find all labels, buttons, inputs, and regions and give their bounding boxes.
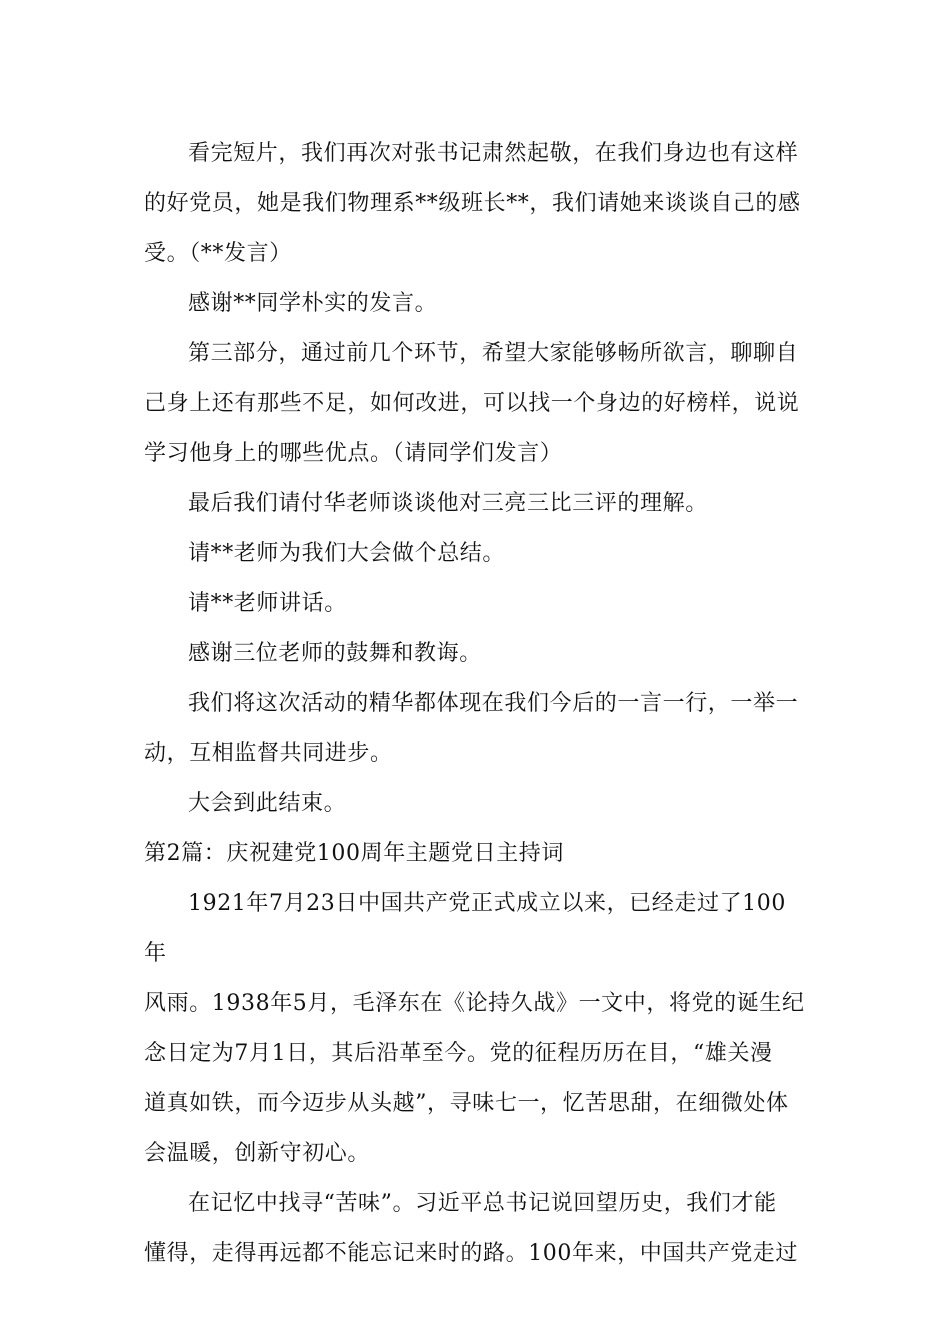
section-heading xyxy=(144,829,806,879)
text-line: 请**老师讲话。 xyxy=(188,591,347,616)
paragraph xyxy=(144,129,806,279)
document-body xyxy=(144,129,806,1279)
text-line: 动，互相监督共同进步。 xyxy=(144,741,393,766)
paragraph xyxy=(144,679,806,779)
text-line: 道真如铁，而今迈步从头越”，寻味七一，忆苦思甜，在细微处体 xyxy=(144,1091,789,1116)
paragraph xyxy=(144,579,806,629)
text-line: 受。（**发言） xyxy=(144,241,292,266)
text-line: 我们将这次活动的精华都体现在我们今后的一言一行，一举一 xyxy=(188,691,799,716)
paragraph xyxy=(144,529,806,579)
text-line: 会温暖，创新守初心。 xyxy=(144,1141,371,1166)
text-line: 学习他身上的哪些优点。（请同学们发言） xyxy=(144,441,563,466)
paragraph xyxy=(144,479,806,529)
paragraph xyxy=(144,779,806,829)
text-line: 感谢三位老师的鼓舞和教诲。 xyxy=(188,641,482,666)
text-line: 1921年7月23日中国共产党正式成立以来，已经走过了100年 xyxy=(144,891,786,966)
text-line: 念日定为7月1日，其后沿革至今。党的征程历历在目，“雄关漫 xyxy=(144,1041,773,1066)
text-line: 第三部分，通过前几个环节，希望大家能够畅所欲言，聊聊自 xyxy=(188,341,799,366)
text-line: 的好党员，她是我们物理系**级班长**，我们请她来谈谈自己的感 xyxy=(144,191,801,216)
paragraph xyxy=(144,1179,806,1279)
paragraph xyxy=(144,279,806,329)
text-line: 在记忆中找寻“苦味”。习近平总书记说回望历史，我们才能 xyxy=(188,1191,777,1216)
paragraph xyxy=(144,329,806,479)
text-line: 懂得，走得再远都不能忘记来时的路。100年来，中国共产党走过 xyxy=(144,1241,798,1266)
text-line: 最后我们请付华老师谈谈他对三亮三比三评的理解。 xyxy=(188,491,708,516)
text-line: 请**老师为我们大会做个总结。 xyxy=(188,541,506,566)
text-line: 己身上还有那些不足，如何改进，可以找一个身边的好榜样，说说 xyxy=(144,391,800,416)
text-line: 看完短片，我们再次对张书记肃然起敬，在我们身边也有这样 xyxy=(188,141,799,166)
paragraph xyxy=(144,629,806,679)
heading-text: 第2篇：庆祝建党100周年主题党日主持词 xyxy=(144,841,564,866)
text-line: 感谢**同学朴实的发言。 xyxy=(188,291,438,316)
text-line: 风雨。1938年5月，毛泽东在《论持久战》一文中，将党的诞生纪 xyxy=(144,991,805,1016)
text-line: 大会到此结束。 xyxy=(188,791,347,816)
paragraph xyxy=(144,879,806,1179)
